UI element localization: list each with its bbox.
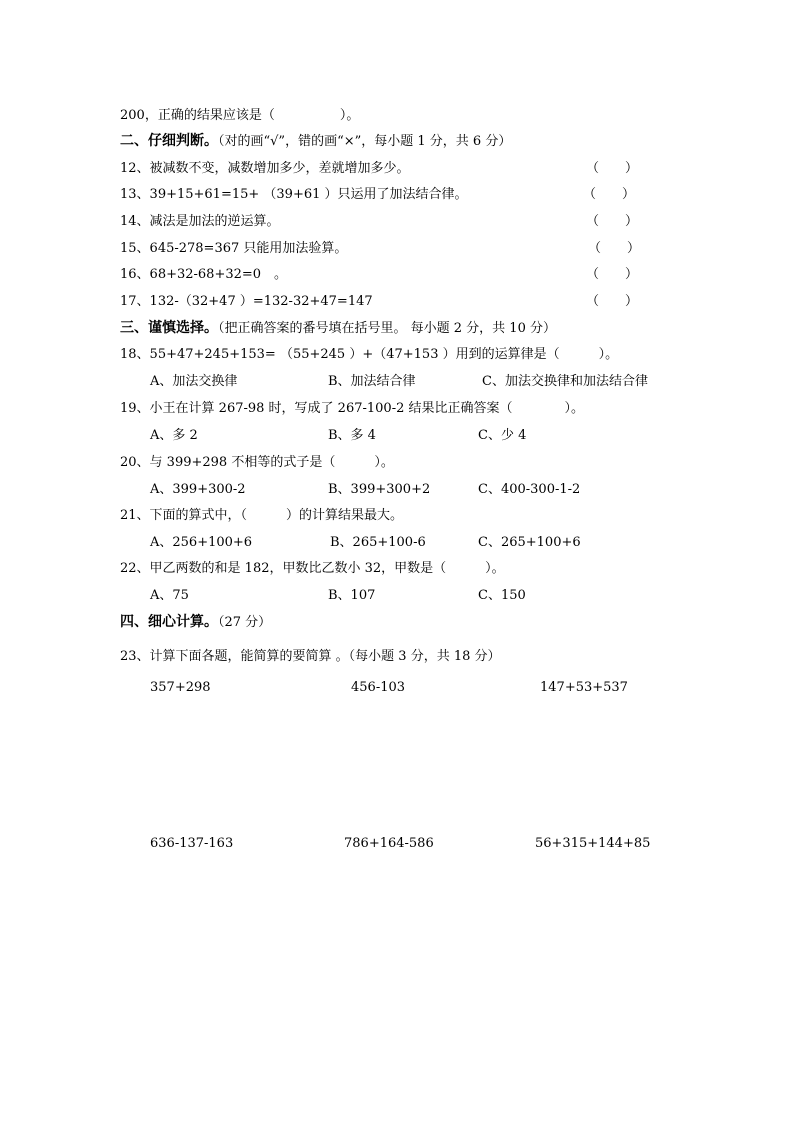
calc-4: 636-137-163 — [150, 836, 234, 851]
section-4-heading — [120, 611, 271, 631]
question-20-stem: 20、与 399+298 不相等的式子是（ ）。 — [120, 455, 394, 470]
question-22-option-a[interactable]: A、75 — [150, 588, 189, 603]
section-2-heading — [120, 130, 511, 150]
question-21-stem: 21、下面的算式中，（ ）的计算结果最大。 — [120, 508, 404, 523]
section-2-note: （对的画“√”，错的画“×”，每小题 1 分，共 6 分） — [218, 134, 512, 149]
question-22-stem: 22、甲乙两数的和是 182，甲数比乙数小 32，甲数是（ ）。 — [120, 561, 505, 576]
question-18-option-b[interactable]: B、加法结合律 — [328, 374, 416, 389]
question-18-option-a[interactable]: A、加法交换律 — [150, 374, 238, 389]
question-19-stem: 19、小王在计算 267-98 时，写成了 267-100-2 结果比正确答案（ ）。 — [120, 401, 585, 416]
question-21-option-a[interactable]: A、256+100+6 — [150, 535, 253, 550]
answer-paren-12[interactable]: （ ） — [586, 161, 639, 176]
section-3-title: 三、谨慎选择。 — [120, 320, 218, 336]
judge-item-16: 16、68+32-68+32=0 。 — [120, 267, 288, 282]
judge-item-15: 15、645-278=367 只能用加法验算。 — [120, 241, 348, 256]
question-20-option-c[interactable]: C、400-300-1-2 — [478, 482, 581, 497]
question-20-option-b[interactable]: B、399+300+2 — [328, 482, 431, 497]
question-19-option-a[interactable]: A、多 2 — [150, 428, 198, 443]
question-22-option-b[interactable]: B、107 — [328, 588, 376, 603]
judge-item-13: 13、39+15+61=15+ （39+61 ）只运用了加法结合律。 — [120, 187, 468, 202]
question-21-option-b[interactable]: B、265+100-6 — [330, 535, 426, 550]
calc-5: 786+164-586 — [344, 836, 434, 851]
question-21-option-c[interactable]: C、265+100+6 — [478, 535, 581, 550]
judge-item-14: 14、减法是加法的逆运算。 — [120, 214, 280, 229]
answer-paren-13[interactable]: （ ） — [583, 187, 636, 202]
answer-paren-14[interactable]: （ ） — [586, 214, 639, 229]
calc-6: 56+315+144+85 — [535, 836, 651, 851]
question-20-option-a[interactable]: A、399+300-2 — [150, 482, 246, 497]
section-3-note: （把正确答案的番号填在括号里。 每小题 2 分，共 10 分） — [218, 321, 556, 336]
answer-paren-16[interactable]: （ ） — [586, 267, 639, 282]
section-4-title: 四、细心计算。 — [120, 614, 218, 630]
question-18-stem: 18、55+47+245+153= （55+245 ）+（47+153 ）用到的运算律是（ ）。 — [120, 347, 619, 362]
question-19-option-c[interactable]: C、少 4 — [478, 428, 527, 443]
judge-item-12: 12、被减数不变，减数增加多少，差就增加多少。 — [120, 161, 410, 176]
section-3-heading — [120, 317, 556, 337]
calc-3: 147+53+537 — [540, 680, 628, 695]
section-2-title: 二、仔细判断。 — [120, 133, 218, 149]
answer-paren-17[interactable]: （ ） — [586, 294, 639, 309]
question-23-stem: 23、计算下面各题，能简算的要简算 。（每小题 3 分，共 18 分） — [120, 649, 501, 664]
answer-paren-15[interactable]: （ ） — [588, 241, 641, 256]
calc-2: 456-103 — [351, 680, 406, 695]
calc-1: 357+298 — [150, 680, 211, 695]
judge-item-17: 17、132-（32+47 ）=132-32+47=147 — [120, 294, 373, 309]
question-22-option-c[interactable]: C、150 — [478, 588, 526, 603]
question-19-option-b[interactable]: B、多 4 — [328, 428, 376, 443]
question-18-option-c[interactable]: C、加法交换律和加法结合律 — [482, 374, 648, 389]
section-4-note: （27 分） — [218, 615, 272, 630]
question-11-continuation: 200，正确的结果应该是（ ）。 — [120, 108, 360, 123]
